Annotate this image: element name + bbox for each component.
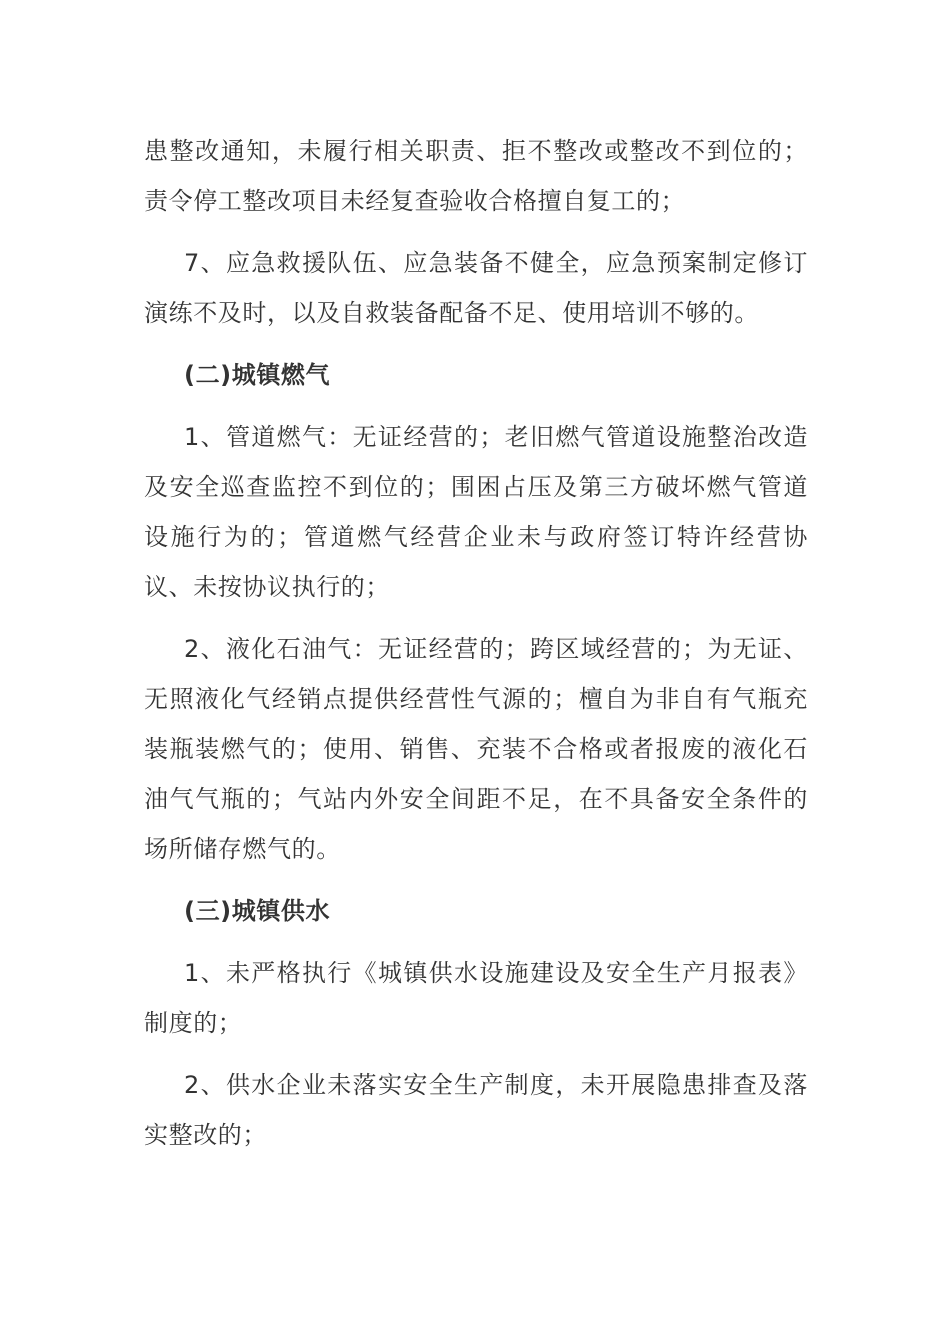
paragraph-lpg: 2、液化石油气：无证经营的；跨区域经营的；为无证、无照液化气经销点提供经营性气源的；檀自为非自有气瓶充装瓶装燃气的；使用、销售、充装不合格或者报废的液化石油气气瓶的；气站内外安全间距不足，在不具备安全条件的场所储存燃气的。	[144, 635, 808, 863]
section-heading-water: (三)城镇供水	[184, 897, 331, 925]
section-heading-gas: (二)城镇燃气	[184, 361, 331, 389]
paragraph-water-item-1: 1、未严格执行《城镇供水设施建设及安全生产月报表》制度的；	[144, 959, 808, 1037]
document-page	[144, 126, 808, 1160]
paragraph-continuation: 患整改通知，未履行相关职责、拒不整改或整改不到位的；责令停工整改项目未经复查验收合格擅自复工的；	[144, 137, 808, 215]
paragraph-water-item-2: 2、供水企业未落实安全生产制度，未开展隐患排查及落实整改的；	[144, 1071, 808, 1149]
paragraph-pipeline-gas: 1、管道燃气：无证经营的；老旧燃气管道设施整治改造及安全巡查监控不到位的；围困占压及第三方破坏燃气管道设施行为的；管道燃气经营企业未与政府签订特许经营协议、未按协议执行的；	[144, 423, 808, 601]
paragraph-item-7: 7、应急救援队伍、应急装备不健全，应急预案制定修订演练不及时，以及自救装备配备不足、使用培训不够的。	[144, 249, 808, 327]
